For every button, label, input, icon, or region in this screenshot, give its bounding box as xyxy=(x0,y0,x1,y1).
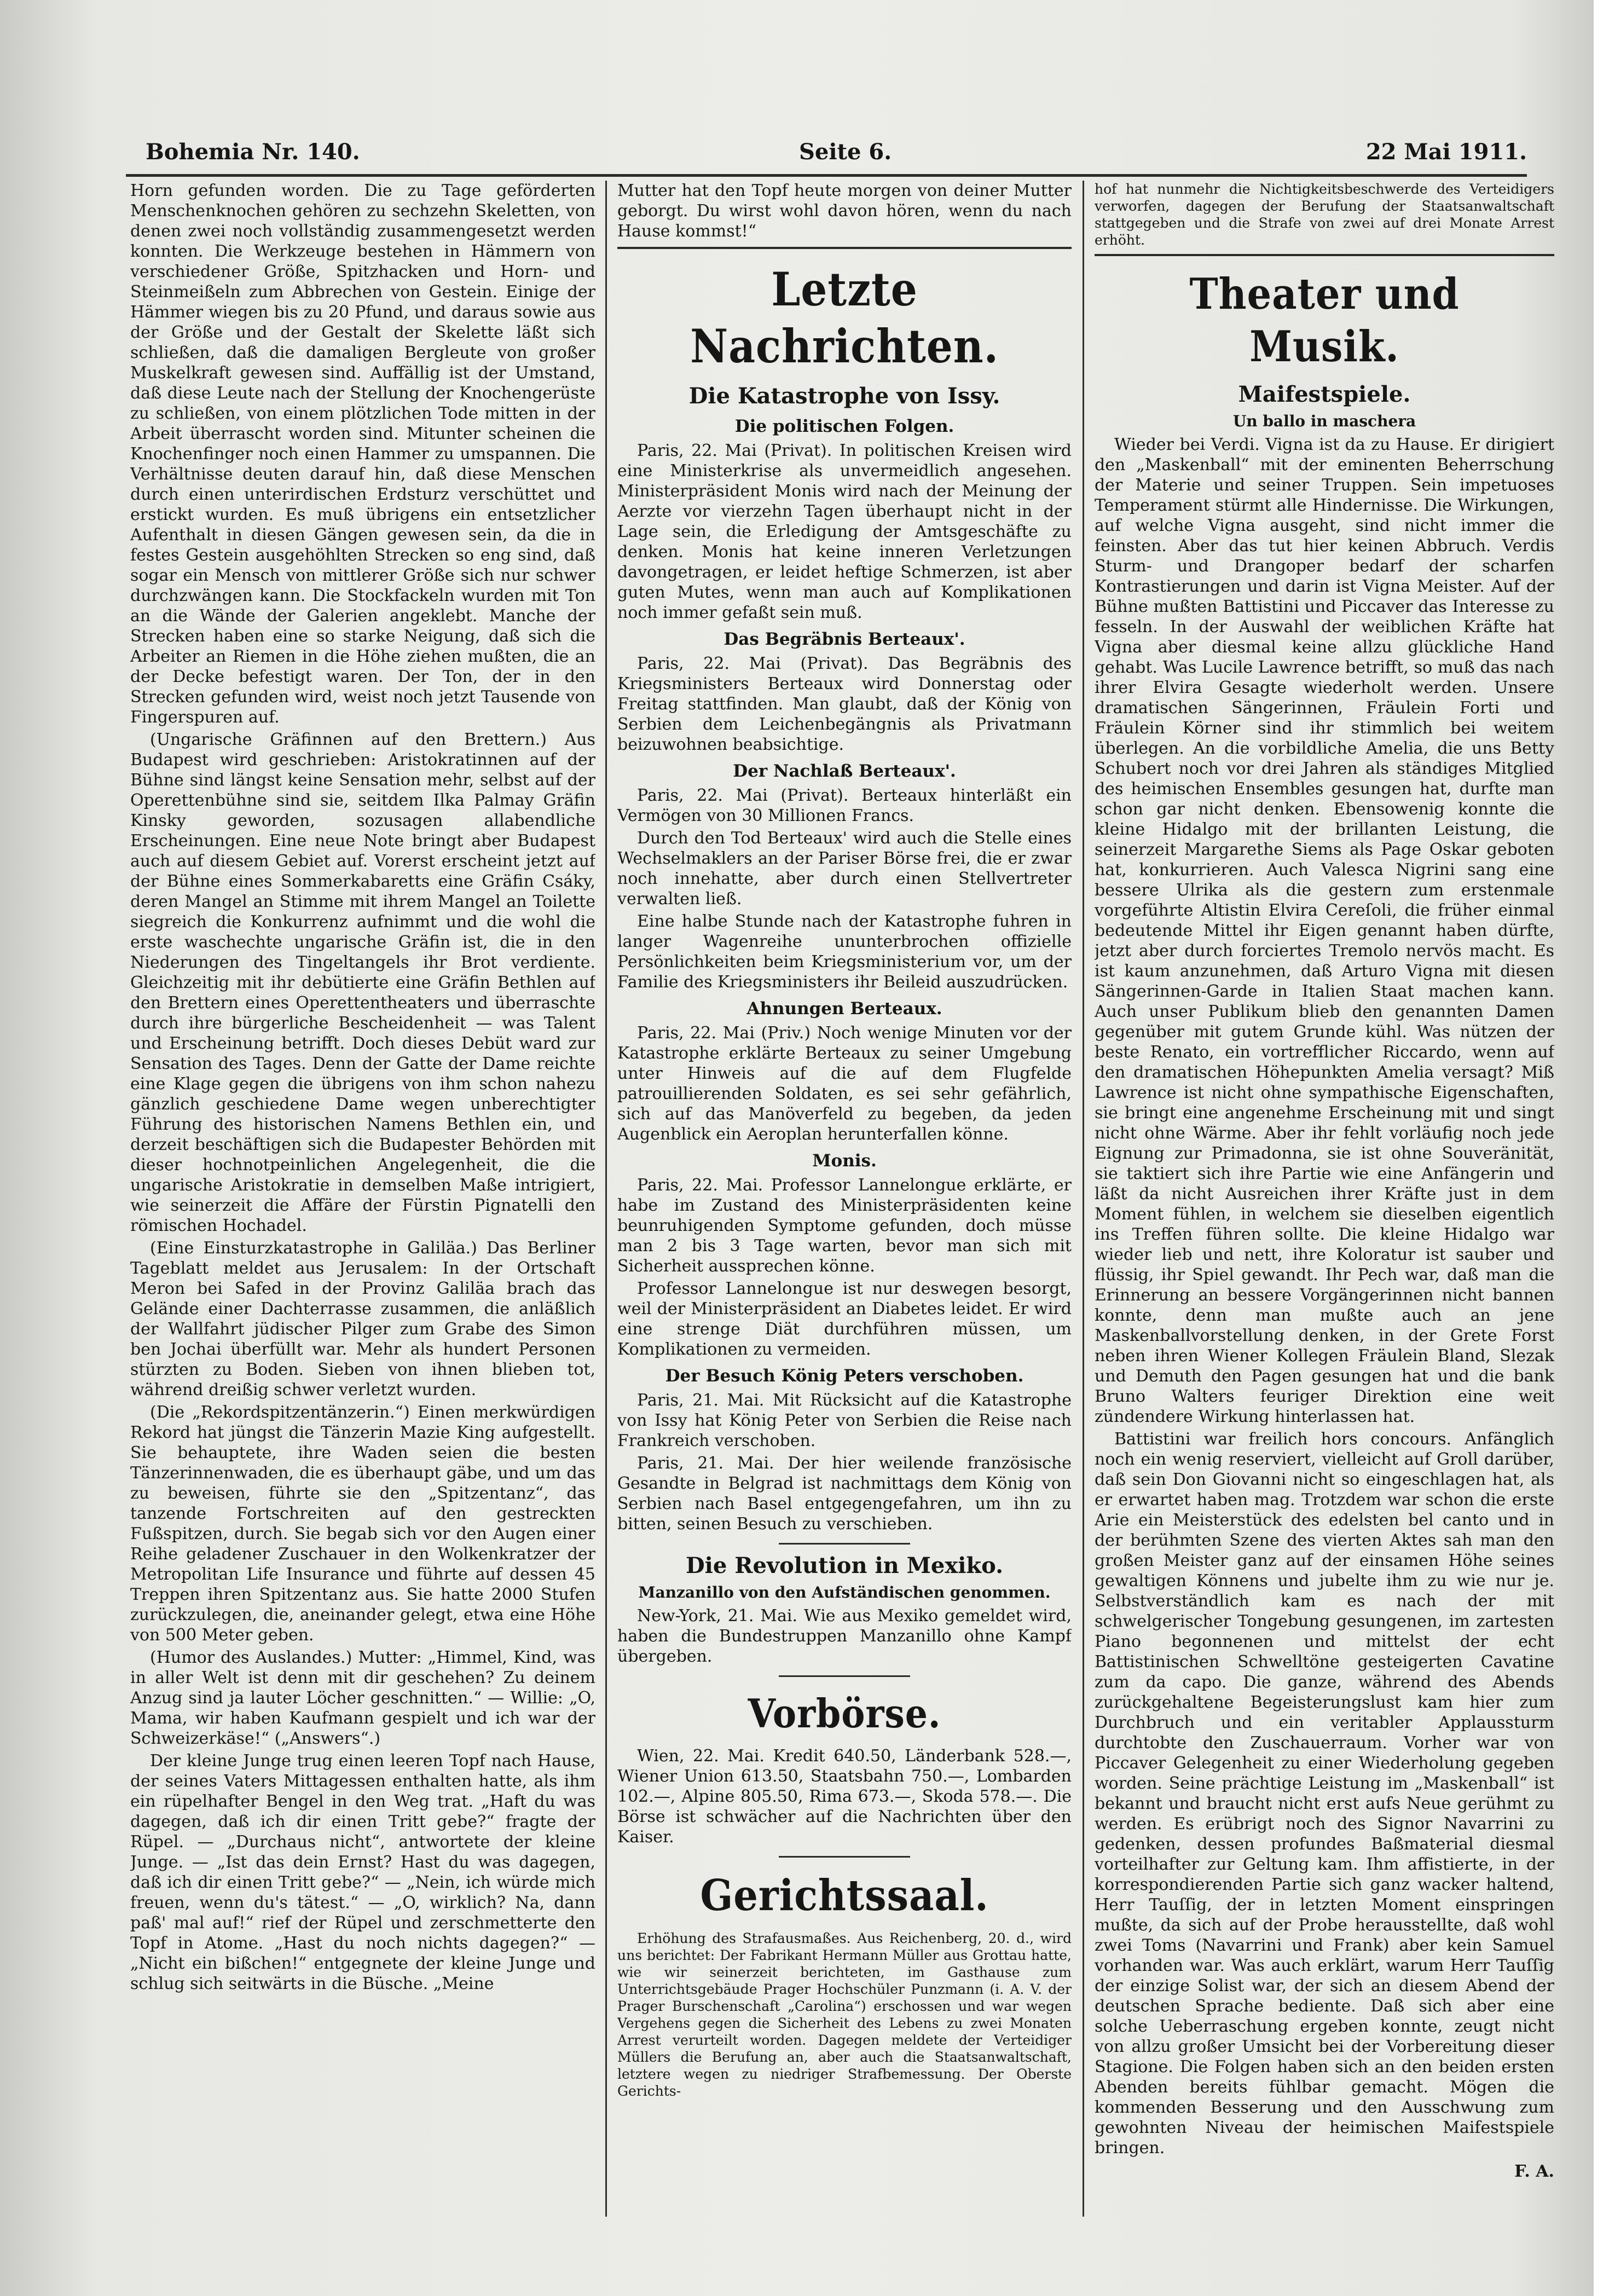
article-text: Wieder bei Verdi. Vigna ist da zu Hause. Er dirigiert den „Maskenball“ mit der eminenten Beherrschung der Materie und seiner Truppen. Sein impetuoses Temperament stürmt alle Hindernisse. Die Wirkungen, auf welche Vigna ausgeht, sind nicht immer die feinsten. Aber das tut hier keinen Abbruch. Verdis Sturm- und Drangoper bedarf der scharfen Kontrastierungen und darin ist Vigna Meister. Auf der Bühne mußten Battistini und Piccaver das Interesse zu fesseln. In der Auswahl der weiblichen Kräfte hat Vigna aber diesmal keine allzu glückliche Hand gehabt. Was Lucile Lawrence betrifft, so muß das nach ihrer Elvira Gesagte wiederholt werden. Unsere dramatischen Sängerinnen, Fräulein Forti und Fräulein Körner sind ihr stimmlich bei weitem überlegen. An die vorbildliche Amelia, die uns Betty Schubert noch vor drei Jahren als ständiges Mitglied des heimischen Ensembles gesungen hat, durfte man schon gar nicht denken. Ebensowenig konnte die kleine Hidalgo mit der brillanten Leistung, die seinerzeit Margarethe Siems als Page Oskar geboten hat, konkurrieren. Auch Valesca Nigrini sang eine bessere Ulrika als die gestern zum erstenmale vorgeführte Altistin Elvira Cereſoli, die früher einmal bedeutende Mittel ihr Eigen genannt haben dürfte, jetzt aber durch forciertes Tremolo nervös macht. Es ist kaum anzunehmen, daß Arturo Vigna mit diesen Sängerinnen-Garde in Italien Staat machen kann. Auch unser Publikum blieb den genannten Damen gegenüber mit gutem Grunde kühl. Was nützen der beste Renato, ein vortrefflicher Riccardo, wenn auf den dramatischen Höhepunkten Amelia versagt? Miß Lawrence ist nicht ohne sympathische Eigenschaften, sie bringt eine angenehme Erscheinung mit und singt nicht ohne Wärme. Aber ihr fehlt vorläufig noch jede Eignung zur Primadonna, sie ist ohne Souveränität, sie taktiert sich ihre Partie wie eine Anfängerin und läßt da nicht Ausreichen ihrer Kräfte just in dem Moment fühlen, in welchem sie dieselben eigentlich ins Treffen führen sollte. Die kleine Hidalgo war wieder lieb und nett, ihre Koloratur ist sauber und flüssig, ihr Spiel gewandt. Ihr Pech war, daß man die Erinnerung an bessere Vorgängerinnen nicht bannen konnte, denn man mußte auch an jene Maskenballvorstellung denken, in der Grete Forst neben ihren Wiener Kollegen Fräulein Bland, Slezak und Demuth den Pagen gesungen hat und die bank Bruno Walters feuriger Direktion eine weit zündendere Wirkung hinterlassen hat. xyxy=(1095,435,1554,1426)
article-text: Horn gefunden worden. Die zu Tage geförderten Menschenknochen gehören zu sechzehn Skeletten, von denen zwei noch vollständig zusammengesetzt werden konnten. Die Werkzeuge bestehen in Hämmern von verschiedener Größe, Spitzhacken und Horn- und Steinmeißeln zum Abbrechen von Gestein. Einige der Hämmer wiegen bis zu 20 Pfund, und daraus sowie aus der Größe und der Gestalt der Skelette läßt sich schließen, daß die damaligen Bergleute von großer Muskelkraft gewesen sind. Auffällig ist der Umstand, daß diese Leute nach der Stellung der Knochengerüste zu schließen, von einem plötzlichen Tode mitten in der Arbeit überrascht worden sind. Mitunter scheinen die Knochenfinger noch einen Hammer zu umspannen. Die Verhältnisse deuten darauf hin, daß diese Menschen durch einen unterirdischen Erdsturz verschüttet und erstickt wurden. Es muß übrigens ein entsetzlicher Aufenthalt in diesen Gängen gewesen sein, da die in festes Gestein ausgehöhlten Strecken so eng sind, daß sogar ein Mensch von mittlerer Größe sich nur schwer durchzwängen kann. Die Stockfackeln wurden mit Ton an die Wände der Galerien angeklebt. Manche der Strecken haben eine so starke Neigung, daß sich die Arbeiter an Riemen in die Höhe ziehen mußten, die an der Decke befestigt waren. Der Ton, der in den Strecken gefunden wird, weist noch jetzt Tausende von Fingerspuren auf. xyxy=(130,181,595,727)
article-text: (Eine Einsturzkatastrophe in Galiläa.) Das Berliner Tageblatt meldet aus Jerusalem: In der Ortschaft Meron bei Safed in der Provinz Galiläa brach das Gelände einer Dachterrasse zusammen, die anläßlich der Wallfahrt jüdischer Pilger zum Grabe des Simon ben Jochai überfüllt war. Mehr als hundert Personen stürzten zu Boden. Sieben von ihnen blieben tot, während dreißig schwer verletzt wurden. xyxy=(130,1239,595,1399)
page-edge xyxy=(1594,0,1609,2296)
column-rule-1 xyxy=(605,181,607,2217)
subheading: Die politischen Folgen. xyxy=(734,417,954,436)
masthead-issue: Bohemia Nr. 140. xyxy=(146,139,360,165)
section-heading: Maifestspiele. xyxy=(1238,381,1411,407)
article-text: Professor Lannelongue ist nur deswegen besorgt, weil der Ministerpräsident an Diabetes leidet. Er wird eine strenge Diät durchführen müssen, um Komplikationen zu vermeiden. xyxy=(617,1279,1072,1359)
article-text: Paris, 21. Mai. Mit Rücksicht auf die Katastrophe von Issy hat König Peter von Serbien die Reise nach Frankreich verschoben. xyxy=(617,1391,1072,1450)
article-text: Battistini war freilich hors concours. Anfänglich noch ein wenig reserviert, vielleicht auf Groll darüber, daß sein Don Giovanni nicht so eingeschlagen hat, als er erwartet haben mag. Trotzdem war schon die erste Arie ein Meisterstück des edelsten bel canto und in der berühmten Szene des vierten Aktes sah man den großen Meister ganz auf der einsamen Höhe seines gewaltigen Könnens und jubelte ihm zu wie nur je. Selbstverständlich kam es nach der mit schwelgerischer Tongebung gesungenen, im zartesten Piano begonnenen und mittelst der echt Battistinischen Schwelltöne gesteigerten Cavatine zum da capo. Die ganze, während des Abends zurückgehaltene Begeisterungslust kam hier zum Durchbruch und ein veritabler Applaussturm durchtobte den Zuschauerraum. Vorher war von Piccaver Gelegenheit zu einer Wiederholung gegeben worden. Seine prächtige Leistung im „Maskenball“ ist bekannt und braucht nicht erst aufs Neue gerühmt zu werden. Es erübrigt noch des Signor Navarrini zu gedenken, dessen profundes Baßmaterial diesmal vorteilhafter zur Geltung kam. Ihm affistierte, in der korrespondierenden Partie sich ganz wacker haltend, Herr Tauſſig, der in letzten Moment einspringen mußte, da sich auf der Probe herausstellte, daß wohl zwei Toms (Navarrini und Frank) aber kein Samuel vorhanden war. Was auch erklärt, warum Herr Tauſſig der einzige Solist war, der sich an diesem Abend der deutschen Sprache bediente. Daß sich aber eine solche Ueberraschung ergeben konnte, zeugt nicht von allzu großer Umsicht bei der Vorbereitung dieser Stagione. Die Folgen haben sich an den beiden ersten Abenden bereits fühlbar gemacht. Mögen die kommenden Besserung und den Ausschwung zum gewohnten Niveau der heimischen Maifestspiele bringen. xyxy=(1095,1430,1554,2158)
section-masthead: Letzte Nachrichten. xyxy=(690,262,999,373)
page-header xyxy=(126,136,1527,171)
page-number: Seite 6. xyxy=(799,139,892,165)
section-masthead: Theater und Musik. xyxy=(1189,269,1460,372)
section-divider xyxy=(779,1675,910,1677)
article-text: (Humor des Auslandes.) Mutter: „Himmel, Kind, was in aller Welt ist denn mit dir geschehen? Zu deinem Anzug sind ja lauter Löcher geschnitten.“ — Willie: „O, Mama, wir haben Kaufmann gespielt und ich war der Schweizerkäse!“ („Answers“.) xyxy=(130,1648,595,1748)
article-text: hof hat nunmehr die Nichtigkeitsbeschwerde des Verteidigers verworfen, dagegen der Berufung der Staatsanwaltschaft stattgegeben und die Strafe von zwei auf drei Monate Arrest erhöht. xyxy=(1095,181,1554,248)
article-text: Paris, 22. Mai (Priv.) Noch wenige Minuten vor der Katastrophe erklärte Berteaux zu seiner Umgebung unter Hinweis auf die auf dem Flugfelde patrouillierenden Soldaten, es sei sehr gefährlich, sich auf das Manöverfeld zu begeben, da jeden Augenblick ein Aeroplan herunterfallen könne. xyxy=(617,1023,1072,1144)
article-text: (Ungarische Gräfinnen auf den Brettern.) Aus Budapest wird geschrieben: Aristokratinnen auf der Bühne sind längst keine Sensation mehr, selbst auf der Operettenbühne sind sie, seitdem Ilka Palmay Gräfin Kinsky geworden, sozusagen allabendliche Erscheinungen. Eine neue Note bringt aber Budapest auch auf diesem Gebiet auf. Vorerst erscheint jetzt auf der Bühne eines Sommerkabaretts eine Gräfin Csáky, deren Mangel an Stimme mit ihrem Mangel an Toilette siegreich die Konkurrenz aufnimmt und die wohl die erste waschechte ungarische Gräfin ist, die in den Niederungen des Tingeltangels ihr Brot verdiente. Gleichzeitig mit ihr debütierte eine Gräfin Bethlen auf den Brettern eines Operettentheaters und überraschte durch ihre bürgerliche Bescheidenheit — was Talent und Erscheinung betrifft. Doch dieses Debüt ward zur Sensation des Tages. Denn der Gatte der Dame reichte eine Klage gegen die übrigens von ihm schon nahezu gänzlich geschiedene Dame wegen unberechtigter Führung des historischen Namens Bethlen ein, und derzeit beschäftigen sich die Budapester Behörden mit dieser hochnotpeinlichen Angelegenheit, die die ungarische Aristokratie in demselben Maße intrigiert, wie seinerzeit die Affäre der Fürstin Pignatelli den römischen Hochadel. xyxy=(130,730,595,1235)
section-divider xyxy=(779,1856,910,1858)
article-text: Paris, 22. Mai (Privat). Berteaux hinterläßt ein Vermögen von 30 Millionen Francs. xyxy=(617,786,1072,825)
section-divider xyxy=(779,1543,910,1545)
section-heading: Die Katastrophe von Issy. xyxy=(688,383,1000,409)
subheading: Ahnungen Berteaux. xyxy=(746,999,942,1019)
article-text: Paris, 22. Mai (Privat). Das Begräbnis des Kriegsministers Berteaux wird Donnerstag oder Freitag stattfinden. Man glaubt, daß der König von Serbien dem Leichenbegängnis als Privatmann beizuwohnen beabsichtige. xyxy=(617,654,1072,754)
section-heading: Die Revolution in Mexiko. xyxy=(685,1553,1004,1578)
issue-date: 22 Mai 1911. xyxy=(1365,139,1527,165)
column-1 xyxy=(130,181,595,2217)
section-divider xyxy=(617,247,1072,249)
article-text: Wien, 22. Mai. Kredit 640.50, Länderbank 528.—, Wiener Union 613.50, Staatsbahn 750.—, Lombarden 102.—, Alpine 805.50, Rima 673.—, Skoda 578.—. Die Börse ist schwächer auf die Nachrichten über den Kaiser. xyxy=(617,1746,1072,1847)
article-text: Eine halbe Stunde nach der Katastrophe fuhren in langer Wagenreihe ununterbrochen offizielle Persönlichkeiten beim Kriegsministerium vor, um der Familie des Kriegsministers ihr Beileid auszudrücken. xyxy=(617,912,1072,992)
article-text: Mutter hat den Topf heute morgen von deiner Mutter geborgt. Du wirst wohl davon hören, wenn du nach Hause kommst!“ xyxy=(617,181,1072,241)
header-rule xyxy=(126,174,1527,177)
article-text: Paris, 22. Mai (Privat). In politischen Kreisen wird eine Ministerkrise als unvermeidlich angesehen. Ministerpräsident Monis wird nach der Meinung der Aerzte vor vierzehn Tagen überhaupt nicht in der Lage sein, die Erledigung der Amtsgeschäfte zu denken. Monis hat keine inneren Verletzungen davongetragen, er leidet heftige Schmerzen, ist aber guten Mutes, wenn man auch auf Komplikationen noch immer gefaßt sein muß. xyxy=(617,441,1072,622)
section-divider xyxy=(1095,254,1554,256)
article-text: Der kleine Junge trug einen leeren Topf nach Hause, der seines Vaters Mittagessen enthalten hatte, als ihm ein rüpelhafter Bengel in den Weg trat. „Haft du was dagegen, daß ich dir einen Tritt gebe?“ fragte der Rüpel. — „Durchaus nicht“, antwortete der kleine Junge. — „Ist das dein Ernst? Hast du was dagegen, daß ich dir einen Tritt gebe?“ — „Nein, ich würde mich freuen, wenn du's tätest.“ — „O, wirklich? Na, dann paß' mal auf!“ rief der Rüpel und zerschmetterte den Topf in Atome. „Hast du noch nichts dagegen?“ — „Nicht ein bißchen!“ entgegnete der kleine Junge und schlug sich seitwärts in die Büsche. „Meine xyxy=(130,1751,595,1993)
article-text: New-York, 21. Mai. Wie aus Mexiko gemeldet wird, haben die Bundestruppen Manzanillo ohne Kampf übergeben. xyxy=(617,1606,1072,1666)
author-signature: F. A. xyxy=(1514,2162,1554,2181)
subheading: Der Besuch König Peters verschoben. xyxy=(665,1366,1024,1386)
subheading: Der Nachlaß Berteaux'. xyxy=(733,761,956,781)
section-masthead: Vorbörse. xyxy=(748,1690,941,1737)
subheading: Monis. xyxy=(812,1151,877,1171)
article-text: Erhöhung des Strafausmaßes. Aus Reichenberg, 20. d., wird uns berichtet: Der Fabrikant Hermann Müller aus Grottau hatte, wie wir seinerzeit berichteten, im Gasthause zum Unterrichtsgebäude Prager Hochschüler Punzmann (i. A. V. der Prager Burschenschaft „Carolina“) erschossen und war wegen Vergehens gegen die Sicherheit des Lebens zu zwei Monaten Arrest verurteilt worden. Dagegen meldete der Verteidiger Müllers die Berufung an, aber auch die Staatsanwaltschaft, letztere wegen zu niedriger Strafbemessung. Der Oberste Gerichts- xyxy=(617,1930,1072,2099)
article-text: Paris, 21. Mai. Der hier weilende französische Gesandte in Belgrad ist nachmittags dem König von Serbien nach Basel entgegengefahren, um ihn zu bitten, seinen Besuch zu verschieben. xyxy=(617,1454,1072,1534)
subheading: Un ballo in maschera xyxy=(1232,412,1416,430)
column-rule-2 xyxy=(1083,181,1084,2217)
section-masthead: Gerichtssaal. xyxy=(700,1871,989,1921)
subheading: Manzanillo von den Aufständischen genommen. xyxy=(638,1583,1051,1601)
column-2 xyxy=(617,181,1072,2217)
subheading: Das Begräbnis Berteaux'. xyxy=(724,629,965,649)
article-text: Paris, 22. Mai. Professor Lannelongue erklärte, er habe im Zustand des Ministerpräsidenten keine beunruhigenden Symptome gefunden, doch müsse man 2 bis 3 Tage warten, bevor man sich mit Sicherheit aussprechen könne. xyxy=(617,1176,1072,1276)
article-text: Durch den Tod Berteaux' wird auch die Stelle eines Wechselmaklers an der Pariser Börse frei, die er zwar noch innehatte, aber durch einen Stellvertreter verwalten ließ. xyxy=(617,829,1072,909)
column-3 xyxy=(1095,181,1554,2217)
article-text: (Die „Rekordspitzentänzerin.“) Einen merkwürdigen Rekord hat jüngst die Tänzerin Mazie King aufgestellt. Sie behauptete, ihre Waden seien die besten Tänzerinnenwaden, die es überhaupt gäbe, und um das zu beweisen, führte sie den „Spitzentanz“, das tanzende Fortschreiten auf den gestreckten Fußspitzen, durch. Sie begab sich vor den Augen einer Reihe geladener Zuschauer in den Wolkenkratzer der Metropolitan Life Insurance und führte auf dessen 45 Treppen ihren Spitzentanz aus. Sie hatte 2000 Stufen zurückzulegen, die, aneinander gelegt, etwa eine Höhe von 500 Meter geben. xyxy=(130,1403,595,1645)
